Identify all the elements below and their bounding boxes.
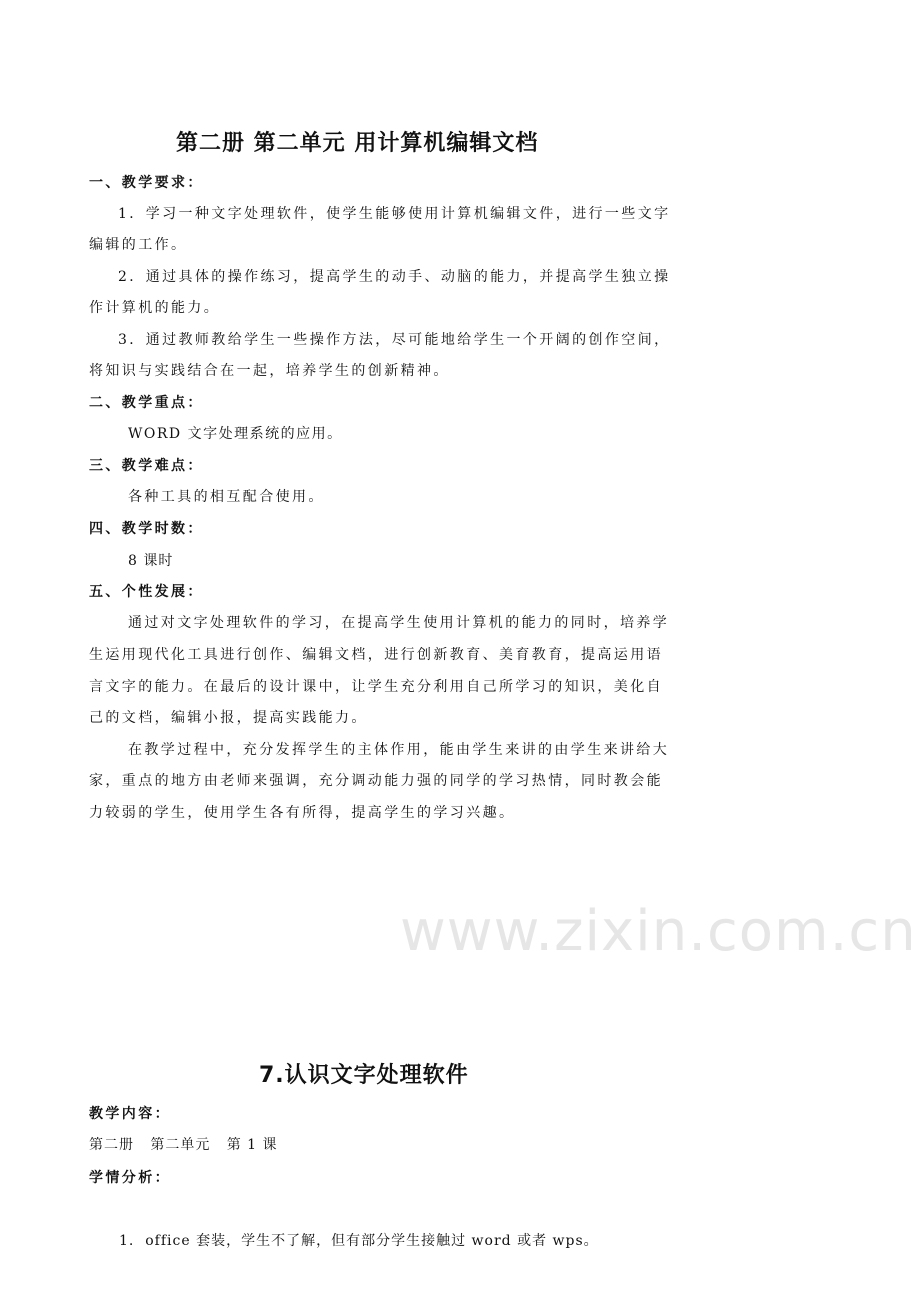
section-heading: 三、教学难点： bbox=[89, 458, 204, 474]
section-heading: 五、个性发展： bbox=[89, 584, 204, 600]
paragraph-line: 1．学习一种文字处理软件，使学生能够使用计算机编辑文件，进行一些文字 bbox=[118, 206, 671, 222]
paragraph-line: 3．通过教师教给学生一些操作方法，尽可能地给学生一个开阔的创作空间， bbox=[118, 332, 671, 348]
paragraph-line: 第二册 第二单元 第 1 课 bbox=[89, 1137, 278, 1153]
paragraph-line: WORD 文字处理系统的应用。 bbox=[128, 426, 343, 442]
paragraph-line: 在教学过程中，充分发挥学生的主体作用，能由学生来讲的由学生来讲给大 bbox=[128, 742, 670, 758]
section-heading: 学情分析： bbox=[89, 1170, 171, 1186]
paragraph-line: 8 课时 bbox=[128, 553, 174, 569]
paragraph-line: 生运用现代化工具进行创作、编辑文档，进行创新教育、美育教育，提高运用语 bbox=[89, 647, 663, 663]
paragraph-line: 编辑的工作。 bbox=[89, 237, 188, 253]
document-title: 第二册 第二单元 用计算机编辑文档 bbox=[176, 131, 539, 156]
paragraph-line: 作计算机的能力。 bbox=[89, 300, 221, 316]
paragraph-line: 己的文档，编辑小报，提高实践能力。 bbox=[89, 710, 368, 726]
section-heading: 二、教学重点： bbox=[89, 395, 204, 411]
paragraph-line: 将知识与实践结合在一起，培养学生的创新精神。 bbox=[89, 363, 450, 379]
paragraph-line: 通过对文字处理软件的学习，在提高学生使用计算机的能力的同时，培养学 bbox=[128, 615, 670, 631]
section-heading: 四、教学时数： bbox=[89, 521, 204, 537]
section-heading: 一、教学要求： bbox=[89, 175, 204, 191]
paragraph-line: 2．通过具体的操作练习，提高学生的动手、动脑的能力，并提高学生独立操 bbox=[118, 269, 671, 285]
paragraph-line: 1. office 套装，学生不了解，但有部分学生接触过 word 或者 wps。 bbox=[119, 1233, 599, 1249]
paragraph-line: 家，重点的地方由老师来强调，充分调动能力强的同学的学习热情，同时教会能 bbox=[89, 773, 663, 789]
paragraph-line: 各种工具的相互配合使用。 bbox=[128, 489, 325, 505]
paragraph-line: 力较弱的学生，使用学生各有所得，提高学生的学习兴趣。 bbox=[89, 805, 516, 821]
section-heading: 教学内容： bbox=[89, 1106, 171, 1122]
watermark: www.zixin.com.cn bbox=[400, 899, 917, 964]
lesson-title: 7.认识文字处理软件 bbox=[259, 1063, 469, 1088]
paragraph-line: 言文字的能力。在最后的设计课中，让学生充分利用自己所学习的知识，美化自 bbox=[89, 679, 663, 695]
